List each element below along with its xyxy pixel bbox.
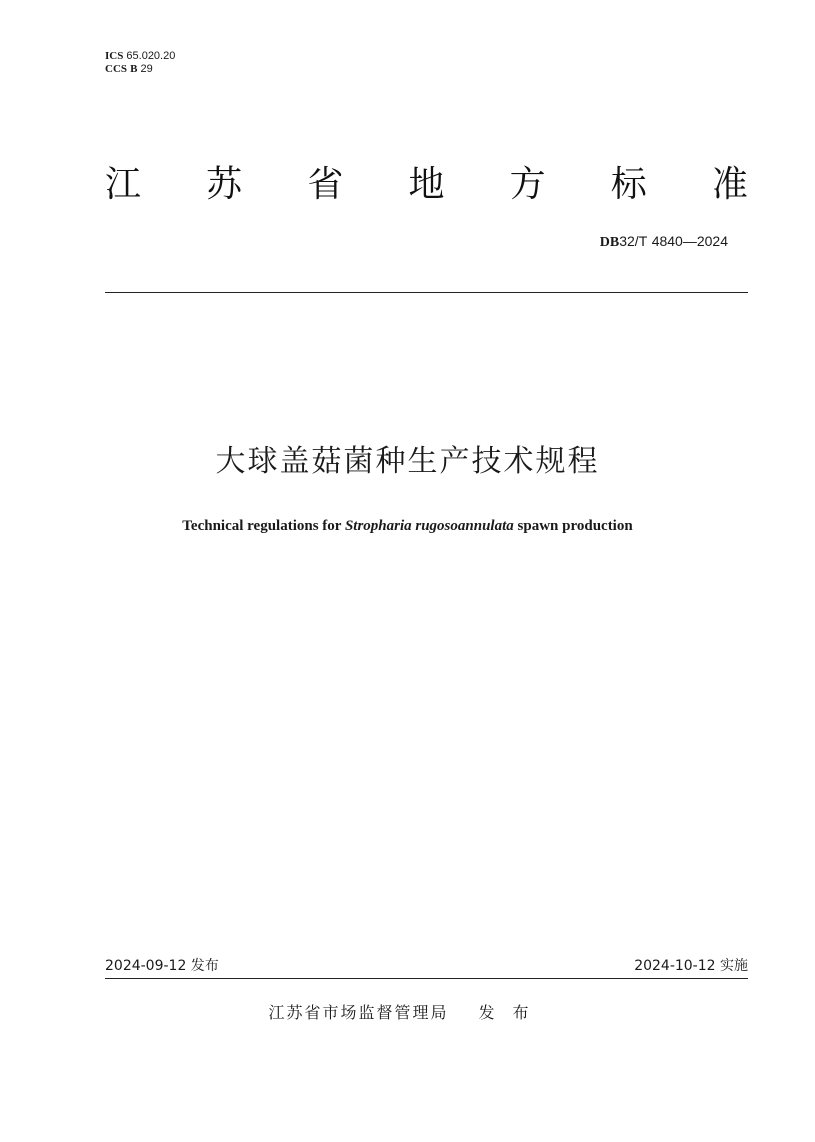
publisher-name: 江苏省市场监督管理局 xyxy=(268,1003,449,1022)
classification-codes xyxy=(105,50,175,76)
title-en-species: Stropharia rugosoannulata xyxy=(344,518,514,534)
standard-code xyxy=(600,232,728,252)
standard-type-char: 省 xyxy=(307,164,344,205)
publisher-line xyxy=(0,1002,815,1024)
implementation-date: 2024-10-12 实施 xyxy=(634,958,748,974)
standard-type-char: 苏 xyxy=(206,164,243,205)
ics-label: ICS xyxy=(105,50,124,62)
ccs-code: 29 xyxy=(140,63,153,75)
title-en-after: spawn production xyxy=(513,518,633,534)
standard-type-char: 地 xyxy=(408,164,445,205)
title-en-before: Technical regulations for xyxy=(182,518,345,534)
standard-code-prefix: DB xyxy=(599,235,620,250)
ccs-line xyxy=(105,63,175,76)
ccs-label: CCS xyxy=(105,63,128,75)
ccs-letter: B xyxy=(130,63,138,75)
ics-line xyxy=(105,50,175,63)
standard-type-char: 方 xyxy=(509,164,546,205)
bottom-divider xyxy=(105,978,748,979)
standard-type-char: 标 xyxy=(610,164,647,205)
standard-type-heading xyxy=(105,160,748,210)
standard-code-region: 32/T xyxy=(619,233,648,249)
issue-date: 2024-09-12 发布 xyxy=(105,958,219,974)
standard-code-number: 4840—2024 xyxy=(651,233,728,249)
document-title-chinese: 大球盖菇菌种生产技术规程 xyxy=(215,444,600,479)
ics-code: 65.020.20 xyxy=(126,50,176,62)
top-divider xyxy=(105,292,748,293)
document-title-english xyxy=(160,514,655,539)
standard-type-char: 准 xyxy=(711,164,748,205)
standard-type-char: 江 xyxy=(105,164,142,205)
publisher-action: 发布 xyxy=(478,1003,547,1022)
